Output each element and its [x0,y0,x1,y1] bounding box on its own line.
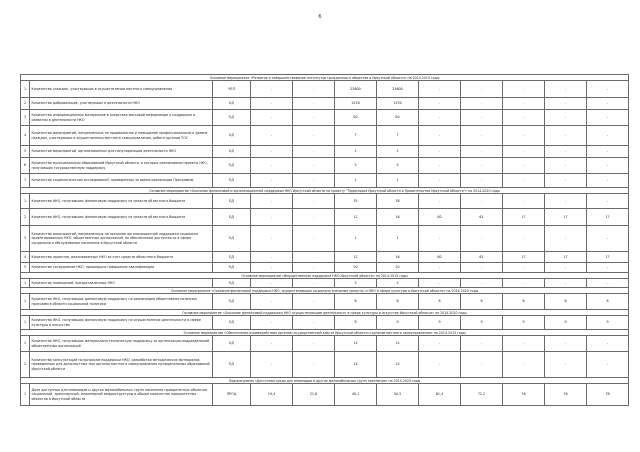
value-cell: - [293,194,335,209]
row-number: 1 [21,316,30,330]
value-cell: 61 [461,252,503,263]
unit-cell: ЧЕЛ [213,81,251,98]
row-number: 2 [21,209,30,226]
row-number: 1 [21,336,30,352]
value-cell: 20 [377,263,419,273]
value-cell: - [293,174,335,188]
value-cell: - [545,110,587,126]
value-cell: - [461,110,503,126]
value-cell: - [293,294,335,310]
value-cell: - [293,316,335,330]
section-title: Основное мероприятие «Оказание финансовой поддержки НКО осуществляющим деятельность в сфере культуры и искусства Иркутской области» на 2014-2020 годы [21,310,629,316]
indicator-name: Количество консультаций по вопросам поддержки НКО, разработки методических материалов, проведенных для должностных лиц органов местного самоуправления муниципальных образований Иркутской области [30,352,213,378]
value-cell: - [251,352,293,378]
value-cell: 80 [377,110,419,126]
value-cell: 76 [503,384,545,406]
value-cell: - [545,263,587,273]
value-cell: - [251,110,293,126]
table-body [21,75,629,406]
value-cell: 16 [377,209,419,226]
row-number: 2 [21,352,30,378]
value-cell: - [545,194,587,209]
value-cell: - [545,174,587,188]
section-title: Основное мероприятие «Оказание финансовой и организационной поддержки НКО Иркутской области по проекту "Территория Иркутской области и Правительства Иркутской области"» на 2014-2020 годы [21,188,629,194]
indicator-name: Количество НКО, получивших финансовую поддержку на реализацию общественно полезных программ в области социальной политики [30,294,213,310]
value-cell: - [251,98,293,110]
value-cell: - [587,126,629,146]
value-cell: - [251,336,293,352]
value-cell: - [503,263,545,273]
indicator-name: Количество НКО, получивших материально-техническую поддержку за организации-подразделений общественных организаций [30,336,213,352]
indicator-name: Количество мероприятий, направленных на оказание организационной поддержки социально ориентированных НКО, общественных организаций, по обеспечению доступности в сфере социального обслуживания населения в Иркутской области [30,226,213,252]
value-cell: - [545,81,587,98]
table-row [21,226,629,252]
unit-cell: ЕД [213,126,251,146]
value-cell: - [545,352,587,378]
indicator-name: Количество НКО, получивших финансовую поддержку из средств областного бюджета [30,194,213,209]
value-cell: - [545,98,587,110]
table-row [21,98,629,110]
page-number: 6 [318,14,322,20]
value-cell: - [503,110,545,126]
value-cell: 5 [377,279,419,288]
value-cell: - [461,98,503,110]
table-row [21,158,629,174]
value-cell: 6 [377,294,419,310]
unit-cell: ЕД [213,194,251,209]
value-cell: 9 [587,316,629,330]
value-cell: 20 [335,263,377,273]
indicator-name: Количество НКО, получивших финансовую поддержку на осуществление деятельности в сфере культуры и искусства [30,316,213,330]
value-cell: - [251,316,293,330]
value-cell: - [293,146,335,158]
value-cell: - [587,336,629,352]
value-cell: - [461,194,503,209]
value-cell: 1250 [335,98,377,110]
value-cell: - [503,98,545,110]
row-number: 4 [21,252,30,263]
row-number: 3 [21,226,30,252]
value-cell: - [251,126,293,146]
value-cell: - [293,352,335,378]
table-row [21,336,629,352]
value-cell: 6 [587,294,629,310]
unit-cell: ЕД [213,336,251,352]
value-cell: 9 [377,316,419,330]
value-cell: - [503,194,545,209]
value-cell: - [587,81,629,98]
value-cell: 1250 [377,98,419,110]
value-cell: - [461,352,503,378]
section-title: Подпрограмма «Доступная среда для инвалидов и других маломобильных групп населения» на 2014-2020 годы [21,378,629,384]
value-cell: 25600 [335,81,377,98]
indicator-name: Доля доступных для инвалидов и других маломобильных групп населения приоритетных объектов социальной, транспортной, инженерной инфраструктуры в общем количестве приоритетных объектов в Иркутской области [30,384,213,406]
value-cell: - [419,226,461,252]
value-cell: - [503,352,545,378]
value-cell: 5 [377,158,419,174]
unit-cell: ЕД [213,279,251,288]
indicator-name: Количество мероприятий, направленных на продвижение и повышение профессионального уровня граждан, участвующих в осуществлении местного самоуправления, работе органов ТОС [30,126,213,146]
unit-cell: ЕД [213,158,251,174]
value-cell: 14 [335,336,377,352]
value-cell: 38 [377,194,419,209]
value-cell: - [545,336,587,352]
value-cell: - [419,158,461,174]
value-cell: - [461,226,503,252]
value-cell: 17 [503,252,545,263]
value-cell: - [545,126,587,146]
value-cell: - [587,98,629,110]
indicator-name: Количество муниципальных образований Иркутской области, в которых реализованы проекты НКО, получивших государственную поддержку [30,158,213,174]
value-cell: 17 [503,209,545,226]
value-cell: - [251,158,293,174]
value-cell: - [545,158,587,174]
value-cell: 7 [335,126,377,146]
value-cell: - [461,146,503,158]
value-cell: 17 [545,252,587,263]
value-cell: 6 [335,294,377,310]
table-row [21,81,629,98]
unit-cell: ЕД [213,316,251,330]
value-cell: - [461,174,503,188]
table-row [21,294,629,310]
value-cell: - [419,352,461,378]
value-cell: 1 [377,174,419,188]
value-cell: 9 [461,316,503,330]
table-row [21,263,629,273]
value-cell: - [419,336,461,352]
unit-cell: ЕД [213,252,251,263]
row-number: 5 [21,263,30,273]
value-cell: 8 [335,316,377,330]
value-cell: - [293,81,335,98]
value-cell: - [251,174,293,188]
row-number: 5 [21,146,30,158]
indicator-name: Количество граждан, участвующих в осуществлении местного самоуправления [30,81,213,98]
value-cell: 1 [377,226,419,252]
value-cell: 21,6 [293,384,335,406]
value-cell: - [503,336,545,352]
row-number: 7 [21,174,30,188]
value-cell: 17 [587,252,629,263]
value-cell: - [419,194,461,209]
value-cell: - [419,263,461,273]
indicator-name: Количество сотрудников НКО, прошедших повышение квалификации [30,263,213,273]
indicator-name: Количество мероприятий, организованных для популяризации деятельности НКО [30,146,213,158]
value-cell: - [293,263,335,273]
section-title: Основное мероприятие «Имущественная поддержка НКО Иркутской области» на 2014-2015 годы [21,273,629,279]
value-cell: 9 [503,316,545,330]
value-cell: - [587,226,629,252]
value-cell: - [419,110,461,126]
value-cell: - [461,126,503,146]
value-cell: - [461,279,503,288]
value-cell: 12 [335,209,377,226]
value-cell: - [503,146,545,158]
value-cell: - [293,336,335,352]
value-cell: 78 [587,384,629,406]
value-cell: - [419,174,461,188]
value-cell: - [251,81,293,98]
value-cell: 14 [335,352,377,378]
indicator-name: Количество социологических исследований, проведенных за время реализации Программы [30,174,213,188]
value-cell: 1 [335,226,377,252]
row-number: 1 [21,384,30,406]
value-cell: 2 [377,146,419,158]
value-cell: 80 [335,110,377,126]
value-cell: - [587,174,629,188]
value-cell: 76 [545,384,587,406]
indicator-name: Количество проектов, реализованных НКО за счет средств областного бюджета [30,252,213,263]
table-row [21,174,629,188]
table-row [21,126,629,146]
unit-cell: ЕД [213,98,251,110]
value-cell: - [293,226,335,252]
value-cell: 40,1 [335,384,377,406]
value-cell: - [461,158,503,174]
value-cell: - [419,126,461,146]
table-row [21,316,629,330]
value-cell: 60 [419,252,461,263]
section-title: Основное мероприятие «Развитие и совершенствование институтов гражданского общества в Иркутской области» на 2014-2015 годы [21,75,629,81]
value-cell: - [587,279,629,288]
value-cell: 5 [335,158,377,174]
table-row [21,209,629,226]
value-cell: - [545,226,587,252]
unit-cell: ЕД [213,294,251,310]
value-cell: - [461,336,503,352]
value-cell: - [251,294,293,310]
value-cell: - [251,146,293,158]
unit-cell: ЕД [213,209,251,226]
value-cell: - [545,279,587,288]
unit-cell: ЕД [213,352,251,378]
value-cell: - [293,209,335,226]
value-cell: - [587,110,629,126]
value-cell: 12 [335,252,377,263]
value-cell: - [293,158,335,174]
unit-cell: ПРОЦ [213,384,251,406]
value-cell: - [503,126,545,146]
indicator-table-container [20,74,628,406]
value-cell: - [419,98,461,110]
value-cell: - [503,279,545,288]
value-cell: - [251,209,293,226]
value-cell: - [419,146,461,158]
value-cell: 61,4 [419,384,461,406]
row-number: 1 [21,81,30,98]
value-cell: 16 [377,252,419,263]
value-cell: - [293,110,335,126]
value-cell: 2 [335,146,377,158]
value-cell: - [251,252,293,263]
value-cell: - [293,279,335,288]
value-cell: 61 [461,209,503,226]
value-cell: 6 [545,294,587,310]
row-number: 3 [21,110,30,126]
unit-cell: ЕД [213,174,251,188]
table-row [21,252,629,263]
value-cell: - [587,263,629,273]
value-cell: 6 [419,294,461,310]
row-number: 4 [21,126,30,146]
value-cell: - [461,81,503,98]
indicator-table [20,74,629,406]
value-cell: - [419,81,461,98]
value-cell: 17 [587,209,629,226]
unit-cell: ЕД [213,263,251,273]
value-cell: - [587,352,629,378]
value-cell: - [419,279,461,288]
table-row [21,352,629,378]
row-number: 2 [21,98,30,110]
section-title: Основное мероприятие «Оказание финансовой поддержки НКО, осуществляющим социально значимые проекты, и НКО в сфере культуры в Иркутской области» на 2016-2020 годы [21,288,629,294]
value-cell: - [503,158,545,174]
value-cell: - [503,174,545,188]
value-cell: 6 [503,294,545,310]
value-cell: - [251,279,293,288]
table-row [21,384,629,406]
table-row [21,146,629,158]
row-number: 1 [21,194,30,209]
value-cell: 25600 [377,81,419,98]
value-cell: 9 [545,316,587,330]
value-cell: 6 [461,294,503,310]
value-cell: - [503,81,545,98]
indicator-name: Количество помещений, предоставленных НКО [30,279,213,288]
value-cell: 7 [377,126,419,146]
value-cell: 72,2 [461,384,503,406]
unit-cell: ЕД [213,146,251,158]
table-row [21,110,629,126]
indicator-name: Количество НКО, получивших финансовую поддержку из средств областного бюджета [30,209,213,226]
value-cell: - [587,194,629,209]
indicator-name: Количество информационных материалов в средствах массовой информации о поддержке и развитии в деятельности НКО [30,110,213,126]
value-cell: 14 [377,336,419,352]
section-title: Основное мероприятие «Обеспечение взаимодействия органов государственной власти Иркутской области и органов местного самоуправления» на 2014-2015 годы [21,330,629,336]
value-cell: - [251,194,293,209]
value-cell: - [545,146,587,158]
value-cell: 35 [335,194,377,209]
value-cell: - [503,226,545,252]
table-row [21,279,629,288]
value-cell: - [293,98,335,110]
value-cell: - [293,126,335,146]
value-cell: 14 [377,352,419,378]
value-cell: - [251,226,293,252]
value-cell: 5 [335,279,377,288]
table-row [21,194,629,209]
value-cell: 1 [335,174,377,188]
row-number: 1 [21,294,30,310]
value-cell: 17 [545,209,587,226]
value-cell: - [293,252,335,263]
value-cell: - [587,158,629,174]
value-cell: 60 [419,209,461,226]
unit-cell: ЕД [213,226,251,252]
unit-cell: ЕД [213,110,251,126]
value-cell: - [587,146,629,158]
value-cell: 50,5 [377,384,419,406]
value-cell: - [251,263,293,273]
value-cell: - [461,263,503,273]
value-cell: 19,4 [251,384,293,406]
indicator-name: Количество добровольцев, участвующих в деятельности НКО [30,98,213,110]
row-number: 6 [21,158,30,174]
row-number: 1 [21,279,30,288]
value-cell: 9 [419,316,461,330]
